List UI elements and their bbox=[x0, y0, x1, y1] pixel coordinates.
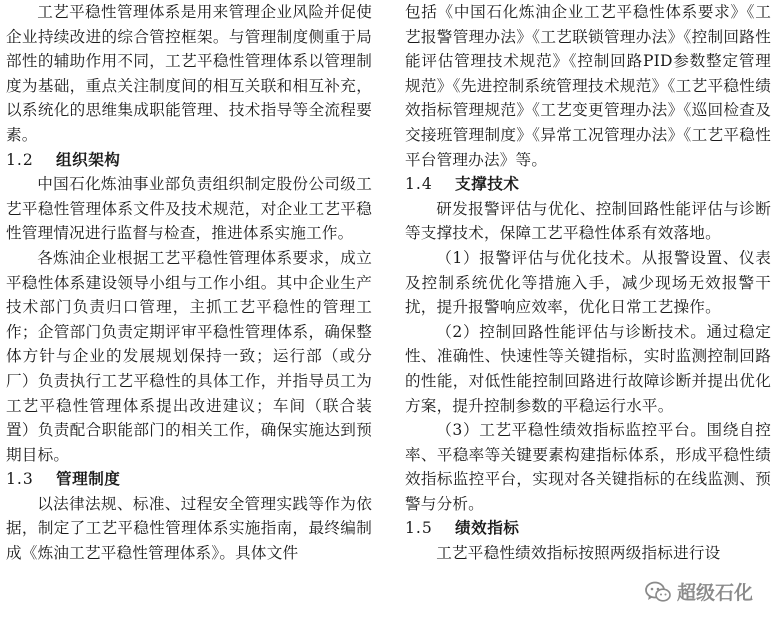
paragraph: 各炼油企业根据工艺平稳性管理体系要求，成立平稳性体系建设领导小组与工作小组。其中企业生产技术部门负责归口管理，主抓工艺平稳性的管理工作；企管部门负责定期评审平稳性管理体系，确保整体方针与企业的发展规划保持一致；运行部（或分厂）负责执行工艺平稳性的具体工作，并指导员工为工艺平稳性管理体系提出改进建议；车间（联合装置）负责配合职能部门的相关工作，确保实施达到预期目标。 bbox=[6, 248, 372, 464]
section-number: 1.2 bbox=[6, 150, 34, 169]
section-title: 管理制度 bbox=[56, 470, 121, 489]
paragraph: （2）控制回路性能评估与诊断技术。通过稳定性、准确性、快速性等关键指标，实时监测控制回路的性能，对低性能控制回路进行故障诊断并提出优化方案，提升控制参数的平稳运行水平。 bbox=[405, 322, 771, 415]
section-title: 组织架构 bbox=[56, 150, 121, 169]
section-heading-1-5 bbox=[405, 516, 771, 541]
section-heading-1-4 bbox=[405, 172, 771, 197]
paragraph: （3）工艺平稳性绩效指标监控平台。围绕自控率、平稳率等关键要素构建指标体系，形成平稳性绩效指标监控平台，实现对各关键指标的在线监测、预警与分析。 bbox=[405, 421, 771, 513]
paragraph: 工艺平稳性绩效指标按照两级指标进行设 bbox=[436, 544, 721, 563]
right-column bbox=[405, 0, 771, 566]
paragraph: 工艺平稳性管理体系是用来管理企业风险并促使企业持续改进的综合管控框架。与管理制度侧重于局部性的辅助作用不同，工艺平稳性管理体系以管理制度为基础，重点关注制度间的相互关联和相互补充，以系统化的思维集成职能管理、技术指导等全流程要素。 bbox=[6, 3, 372, 144]
section-number: 1.3 bbox=[6, 470, 34, 489]
paragraph: 研发报警评估与优化、控制回路性能评估与诊断等支撑技术，保障工艺平稳性体系有效落地。 bbox=[405, 199, 771, 243]
section-number: 1.4 bbox=[405, 175, 433, 194]
paragraph: 中国石化炼油事业部负责组织制定股份公司级工艺平稳性管理体系文件及技术规范，对企业工艺平稳性管理情况进行监督与检查，推进体系实施工作。 bbox=[6, 175, 372, 243]
section-heading-1-3 bbox=[6, 467, 372, 492]
paragraph: 包括《中国石化炼油企业工艺平稳性体系要求》《工艺报警管理办法》《工艺联锁管理办法》《控制回路性能评估管理技术规范》《控制回路PID参数整定管理规范》《先进控制系统管理技术规范》《工艺平稳性绩效指标管理规范》《工艺变更管理办法》《巡回检查及交接班管理制度》《异常工况管理办法》《工艺平稳性平台管理办法》等。 bbox=[405, 3, 771, 169]
paragraph: （1）报警评估与优化技术。从报警设置、仪表及控制系统优化等措施入手，减少现场无效报警干扰，提升报警响应效率，优化日常工艺操作。 bbox=[405, 248, 771, 317]
watermark-text: 超级石化 bbox=[677, 582, 754, 604]
section-number: 1.5 bbox=[405, 519, 433, 538]
watermark bbox=[641, 578, 757, 605]
wechat-icon bbox=[645, 581, 671, 603]
paragraph: 以法律法规、标准、过程安全管理实践等作为依据，制定了工艺平稳性管理体系实施指南，最终编制成《炼油工艺平稳性管理体系》。具体文件 bbox=[6, 494, 372, 563]
section-title: 支撑技术 bbox=[455, 175, 520, 194]
section-heading-1-2 bbox=[6, 148, 372, 173]
left-column bbox=[6, 0, 372, 566]
section-title: 绩效指标 bbox=[455, 519, 520, 538]
